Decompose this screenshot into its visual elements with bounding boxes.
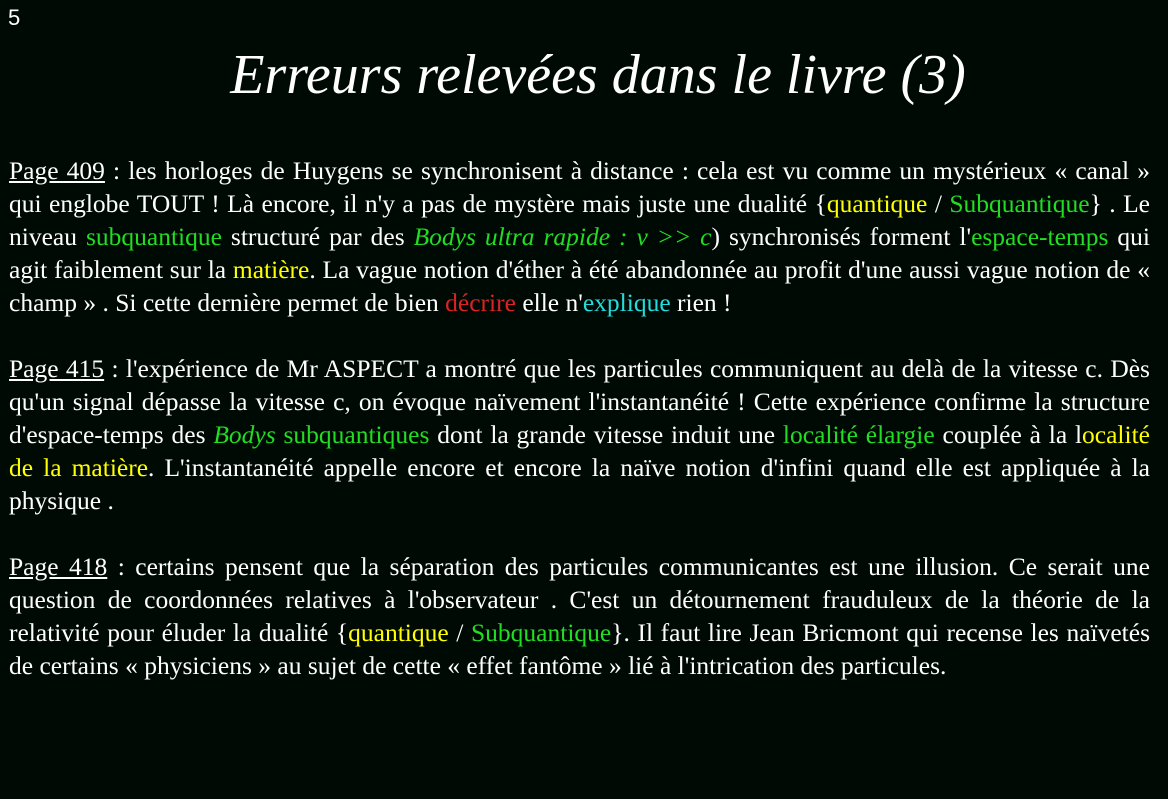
text-segment: : l'expérience de Mr ASPECT a montré que les particules communiquent au delà de la vitesse c. Dès qu'un signal dépasse la vitesse c, on évoque naïvement l'instantanéité ! Cette expérience confirme la structure d'espace-temps des (9, 354, 1150, 449)
text-segment: dont la grande vitesse induit une (429, 420, 783, 449)
text-segment: décrire (445, 288, 516, 317)
page-reference: Page 415 (9, 354, 105, 383)
text-segment: matière (232, 255, 310, 284)
text-segment: espace-temps (971, 222, 1109, 251)
text-segment: / (448, 618, 471, 647)
slide-number: 5 (8, 5, 21, 30)
text-segment: elle n' (515, 288, 583, 317)
slide-title: Erreurs relevées dans le livre (3) (230, 44, 966, 106)
text-segment: Subquantique (470, 618, 612, 647)
text-segment: : les horloges de Huygens se synchronisent à distance : cela est vu comme un mystérieux « canal » qui englobe TOUT ! Là encore, il n'y a pas de mystère mais juste une dualité { (9, 156, 1150, 218)
paragraph-page-418 (9, 550, 1150, 682)
text-segment: Subquantique (949, 189, 1090, 218)
text-segment: ) synchronisés forment l' (711, 222, 972, 251)
text-segment: Bodys ultra rapide : v >> c (413, 222, 712, 251)
text-segment: localité élargie (782, 420, 935, 449)
text-segment: couplée à la l (934, 420, 1083, 449)
text-segment: quantique (348, 618, 449, 647)
text-segment: subquantique (85, 222, 222, 251)
text-segment: : certains pensent que la séparation des particules communicantes est une illusion. Ce serait une question de coordonnées relatives à l'observateur . C'est un détournement frauduleux de la théorie de la relativité pour éluder la dualité { (9, 552, 1150, 647)
page-reference: Page 409 (9, 156, 105, 185)
page-reference: Page 418 (9, 552, 108, 581)
text-segment: subquantiques (283, 420, 430, 449)
paragraph-page-415 (9, 352, 1150, 517)
text-segment: / (927, 189, 950, 218)
text-segment: rien ! (670, 288, 732, 317)
text-segment: . L'instantanéité appelle encore et encore la naïve notion d'infini quand elle est appliquée à la physique . (9, 453, 1150, 515)
text-segment: structuré par des (221, 222, 414, 251)
text-segment: quantique (826, 189, 928, 218)
text-segment: . La vague notion d'éther à été abandonnée au profit d'une aussi vague notion de « champ » . Si cette dernière permet de bien (9, 255, 1151, 317)
text-segment: qui agit faiblement sur la (9, 222, 1150, 284)
text-segment: } . Le niveau (9, 189, 1150, 251)
text-segment: explique (582, 288, 671, 317)
text-segment: Bodys (213, 420, 276, 449)
slide-body (9, 154, 1150, 715)
text-segment: }. Il faut lire Jean Bricmont qui recense les naïvetés de certains « physiciens » au sujet de cette « effet fantôme » lié à l'intrication des particules. (9, 618, 1151, 680)
paragraph-page-409 (9, 154, 1150, 319)
text-segment: ocalité de la matière (9, 420, 1151, 482)
